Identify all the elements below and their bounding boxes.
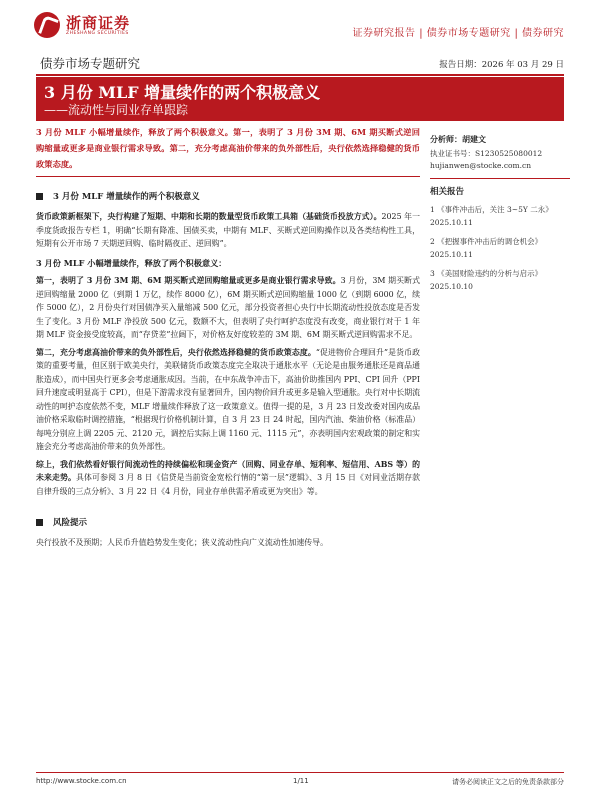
bullet-square-icon bbox=[36, 519, 43, 526]
report-title: 3 月份 MLF 增量续作的两个积极意义 bbox=[44, 83, 321, 102]
related-report-item[interactable]: 3 《美国财险违约的分析与启示》 2025.10.10 bbox=[430, 269, 543, 291]
sidebar-divider bbox=[430, 178, 570, 179]
header-divider bbox=[36, 74, 564, 76]
report-category: 证券研究报告 | 债券市场专题研究 | 债券研究 bbox=[352, 28, 564, 39]
sub-heading: 3 月份 MLF 小幅增量续作，释放了两个积极意义： bbox=[36, 257, 227, 268]
paragraph: 综上，我们依然看好银行间流动性的持续偏松和现金资产（回购、同业存单、短利率、短信用、ABS 等）的未来走势。具体可参阅 3 月 8 日《信贷是当前资金宽松行情的“第一层”逻辑》、3 月 15 日《对同业活期存款自律升级的三点分析》、3 月 22 日《4 月份，同业存单供需矛盾或更为突出》等。 bbox=[36, 459, 420, 496]
brand-name: 浙商证券 bbox=[66, 13, 131, 32]
brand-name-en: ZHESHANG SECURITIES bbox=[66, 30, 129, 36]
related-report-item[interactable]: 1 《事件冲击后，关注 3~5Y 二永》 2025.10.11 bbox=[430, 205, 553, 227]
report-abstract: 3 月份 MLF 小幅增量续作，释放了两个积极意义。第一，表明了 3 月份 3M 期、6M 期买断式逆回购缩量或更多是商业银行需求导致。第二，充分考虑高油价带来的负外部性后，央行依然选择稳健的货币政策态度。 bbox=[36, 127, 420, 169]
paragraph: 第二，充分考虑高油价带来的负外部性后，央行依然选择稳健的货币政策态度。“促进物价合理回升”是货币政策的重要考量，但区别于欧美央行，美联储货币政策态度完全取决于通胀水平（无论是由服务通胀还是商品通胀造成），而中国央行更多会考虑通胀成因。当前，在中东战争冲击下，高油价助推国内 PPI、CPI 回升（PPI 回升速度或明显高于 CPI），但是下游需求没有显著回升，国内物价回升或更多是输入型通胀。央行对中长期流动性的呵护态度依然不变，MLF 增量续作释放了这一政策意义。值得一提的是，3 月 23 日发改委对国内成品油价格采取临时调控措施，“根据现行价格机制计算，自 3 月 23 日 24 时起，国内汽油、柴油价格（标准品）每吨分别应上调 2205 元、2120 元，调控后实际上调 1160 元、1115 元”，亦表明国内宏观政策的制定和实施会充分考虑高油价带来的负外部性。 bbox=[36, 347, 420, 451]
related-report-item[interactable]: 2 《把握事件冲击后的调仓机会》 2025.10.11 bbox=[430, 237, 543, 259]
risk-paragraph: 央行投放不及预期；人民币升值趋势发生变化；狭义流动性向广义流动性加速传导。 bbox=[36, 538, 328, 547]
analyst-email[interactable]: hujianwen@stocke.com.cn bbox=[430, 161, 532, 170]
bullet-square-icon bbox=[36, 193, 43, 200]
disclaimer-note: 请务必阅读正文之后的免责条款部分 bbox=[452, 778, 564, 786]
sidebar bbox=[430, 124, 570, 299]
analyst-name: 分析师：胡建文 bbox=[430, 134, 486, 144]
brand-logo-icon bbox=[34, 12, 60, 38]
related-reports-list bbox=[430, 203, 570, 293]
report-date: 报告日期：2026 年 03 月 29 日 bbox=[439, 60, 564, 70]
report-series: 债券市场专题研究 bbox=[40, 56, 141, 71]
brand-logo bbox=[34, 12, 130, 38]
page-number: 1/11 bbox=[293, 777, 309, 785]
report-subtitle: ——流动性与同业存单跟踪 bbox=[44, 103, 189, 117]
paragraph: 第一，表明了 3 月份 3M 期、6M 期买断式逆回购缩量或更多是商业银行需求导致。3 月份，3M 期买断式逆回购缩量 2000 亿（到期 1 万亿，续作 8000 亿），6M 期买断式逆回购缩量 1000 亿（到期 6000 亿，续作 5000 亿），2 月份央行对国债净买入量缩减 500 亿元，部分投资者担心央行中长期流动性投放态度是否发生了变化。3 月份 MLF 净投放 500 亿元，数额不大，但表明了央行呵护态度没有改变，商业银行对于 1 年期 MLF 资金接受度较高，而“存贷差”拉阔下，对价格友好度较差的 3M 期、6M 期买断式逆回购需求不足。 bbox=[36, 276, 420, 339]
related-reports-title: 相关报告 bbox=[430, 187, 465, 197]
paragraph: 货币政策新框架下，央行构建了短期、中期和长期的数量型货币政策工具箱（基础货币投放方式）。2025 年一季度货政报告专栏 1，明确“长期有降准、国债买卖，中期有 MLF、买断式逆回购操作以及各类结构性工具，短期有公开市场 7 天期逆回购、临时隔夜正、逆回购”。 bbox=[36, 212, 420, 248]
section-heading: 3 月份 MLF 增量续作的两个积极意义 bbox=[36, 190, 420, 202]
footer-divider bbox=[36, 772, 564, 773]
abstract-divider bbox=[36, 176, 420, 177]
main-content bbox=[36, 190, 420, 554]
footer-url[interactable]: http://www.stocke.com.cn bbox=[36, 777, 127, 785]
page-header bbox=[0, 0, 600, 62]
analyst-cert: 执业证书号：S1230525080012 bbox=[430, 149, 543, 158]
section-heading-risk: 风险提示 bbox=[36, 516, 420, 528]
